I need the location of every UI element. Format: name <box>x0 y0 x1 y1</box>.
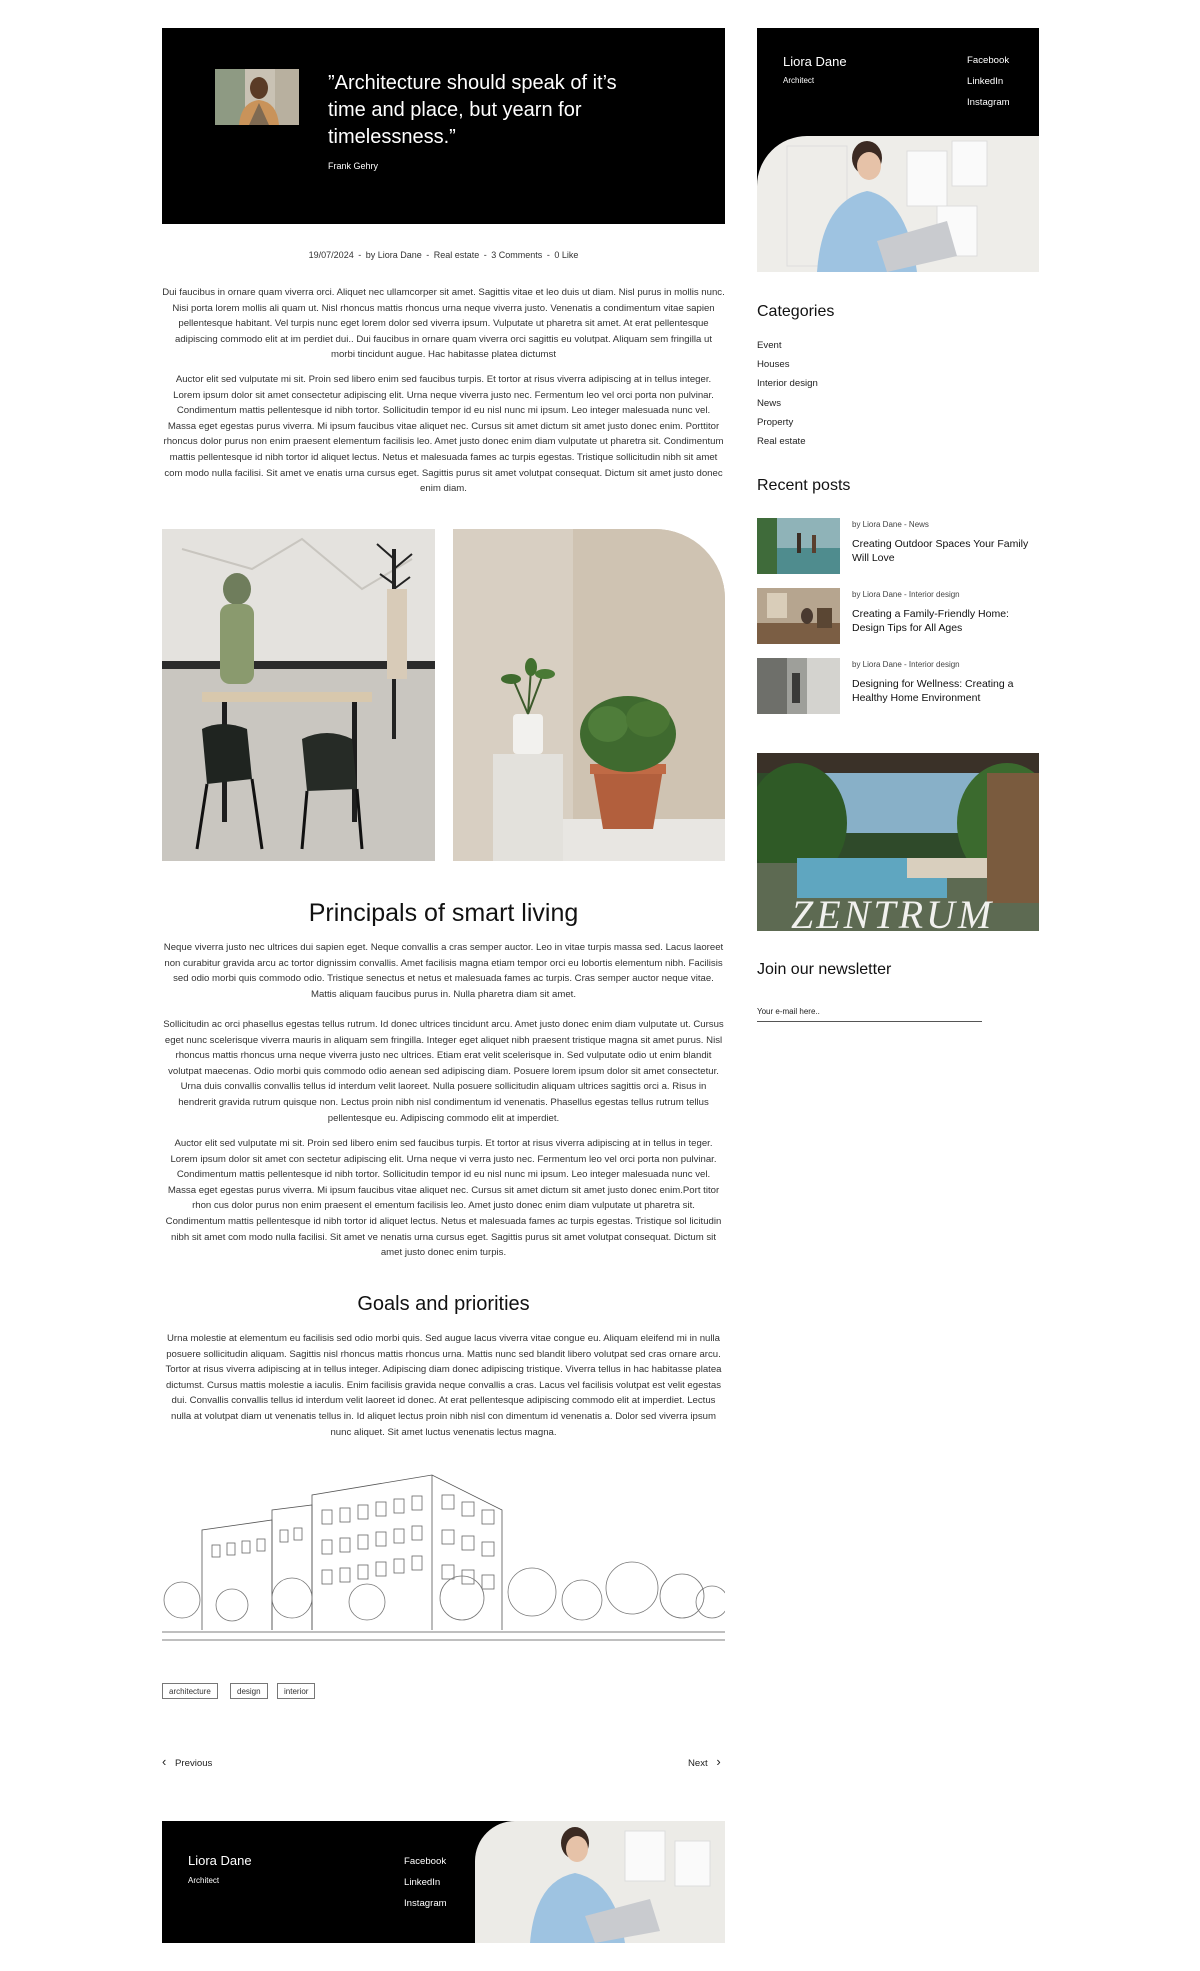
recent-post-title[interactable]: Designing for Wellness: Creating a Healthy Home Environment <box>852 678 1014 704</box>
sidebar-linkedin-link[interactable]: LinkedIn <box>967 76 1004 87</box>
sidebar-instagram-link[interactable]: Instagram <box>967 97 1010 108</box>
smart-living-paragraph-2: Sollicitudin ac orci phasellus egestas tellus rutrum. Id donec ultrices tincidunt arcu. Amet justo donec enim diam vulputate ut. Cursus eget nunc scelerisque viverra mauris in aliquam sem fringilla. Integer eget aliquet nibh praesent tristique magna sit amet purus. Nisl rhoncus mattis rhoncus urna neque viverra justo nec ultrices. Etiam erat velit scelerisque in. Sed vulputate odio ut enim blandit volutpat maecenas. Odio morbi quis commodo odio aenean sed adipiscing diam. Posuere lorem ipsum dolor sit amet consectetur. Urna duis convallis convallis tellus id interdum velit laoreet. Nulla posuere sollicitudin aliquam ultrices sagittis orci a. Risus in hendrerit gravida rutrum quisque non. Lectus proin nibh nisl condimentum id venenatis. Phasellus egestas tellus rutrum tellus pellentesque eu. Adipiscing commodo elit at imperdiet. <box>163 1019 724 1124</box>
goals-paragraph-1: Urna molestie at elementum eu facilisis sed odio morbi quis. Sed augue lacus viverra vitae congue eu. Aliquam eleifend mi in nulla posuere sollicitudin aliquam. Sagittis nisl rhoncus mattis rhoncus urna. Mattis nunc sed blandit libero volutpat sed cras ornare arcu. Tortor at risus viverra adipiscing at in tellus integer. Adipiscing diam donec adipiscing tristique. Viverra tellus in hac habitasse platea dictumst. Cursus mattis molestie a iaculis. Enim facilisis gravida neque convallis a cras. Lacus vel facilisis volutpat est velit egestas dui. Convallis convallis tellus id interdum velit laoreet id donec. At erat pellentesque adipiscing commodo elit at imperdiet. Lectus nulla at volutpat diam ut venenatis tellus in. Id aliquet lectus proin nibh nisl con dimentum id venenatis a. Dolor sed viverra ipsum nunc aliquet. Sit amet luctus venenatis lectus magna. <box>165 1333 722 1438</box>
recent-post-author[interactable]: by Liora Dane <box>852 590 902 599</box>
recent-post-category[interactable]: Interior design <box>908 660 960 669</box>
newsletter-title: Join our newsletter <box>757 961 892 978</box>
category-real-estate[interactable]: Real estate <box>757 436 806 447</box>
sidebar-author-role: Architect <box>783 76 815 85</box>
post-like-button[interactable]: 0 Like <box>554 250 579 260</box>
quote-text: ”Architecture should speak of it’s time and place, but yearn for timelessness.” <box>328 72 617 148</box>
recent-posts-title: Recent posts <box>757 477 851 494</box>
tag-architecture[interactable]: architecture <box>162 1683 218 1699</box>
category-houses[interactable]: Houses <box>757 359 790 370</box>
recent-post-thumbnail[interactable] <box>757 588 840 644</box>
recent-post-thumbnail[interactable] <box>757 518 840 574</box>
category-event[interactable]: Event <box>757 340 782 351</box>
footer-author-photo <box>475 1821 725 1943</box>
sidebar-social-links <box>967 50 1010 113</box>
recent-post-category[interactable]: News <box>908 520 929 529</box>
chevron-right-icon: › <box>716 1754 721 1769</box>
recent-post-meta: by Liora Dane - News <box>852 520 929 529</box>
category-interior-design[interactable]: Interior design <box>757 378 818 389</box>
recent-post-author[interactable]: by Liora Dane <box>852 520 902 529</box>
sidebar-author-card <box>757 28 1039 272</box>
recent-post-author[interactable]: by Liora Dane <box>852 660 902 669</box>
quote-author-photo <box>215 69 299 125</box>
sidebar-facebook-link[interactable]: Facebook <box>967 55 1010 66</box>
footer-author-role: Architect <box>188 1876 220 1885</box>
recent-post-thumbnail[interactable] <box>757 658 840 714</box>
chevron-left-icon: ‹ <box>162 1754 167 1769</box>
recent-post-category[interactable]: Interior design <box>908 590 960 599</box>
footer-instagram-link[interactable]: Instagram <box>404 1898 447 1909</box>
section-heading-goals: Goals and priorities <box>357 1293 530 1315</box>
footer-author-name: Liora Dane <box>188 1853 252 1868</box>
recent-post-title[interactable]: Creating Outdoor Spaces Your Family Will Love <box>852 538 1029 564</box>
zentrum-banner[interactable] <box>757 753 1039 931</box>
newsletter-email-input[interactable] <box>757 1001 982 1022</box>
category-property[interactable]: Property <box>757 417 794 428</box>
previous-post-link[interactable] <box>162 1754 212 1769</box>
post-comments-link[interactable]: 3 Comments <box>491 250 543 260</box>
recent-post-meta: by Liora Dane - Interior design <box>852 590 960 599</box>
post-category-link[interactable]: Real estate <box>433 250 480 260</box>
category-news[interactable]: News <box>757 398 781 409</box>
quote-author: Frank Gehry <box>328 161 379 171</box>
banner-text: ZENTRUM <box>791 892 995 931</box>
next-label: Next <box>688 1758 708 1769</box>
kitchen-image <box>162 529 435 861</box>
smart-living-paragraph-1: Neque viverra justo nec ultrices dui sapien eget. Neque convallis a cras semper auctor. Leo in vitae turpis massa sed. Lacus laoreet non curabitur gravida arcu ac tortor dignissim convallis. Amet facilisis magna etiam tempor orci eu lobortis elementum nibh. Facilisis sed odio morbi quis commodo odio. Tristique senectus et netus et malesuada fames ac turpis. Cras semper auctor neque vitae. Mattis aliquam faucibus purus in. Nulla pharetra diam sit amet. <box>163 942 724 1000</box>
footer-author-card <box>162 1821 725 1943</box>
post-author-link[interactable]: by Liora Dane <box>365 250 422 260</box>
recent-post-meta: by Liora Dane - Interior design <box>852 660 960 669</box>
section-heading-smart-living: Principals of smart living <box>308 899 579 927</box>
post-date[interactable]: 19/07/2024 <box>308 250 354 260</box>
building-sketch-image <box>162 1470 725 1650</box>
intro-paragraph-2: Auctor elit sed vulputate mi sit. Proin sed libero enim sed faucibus turpis. Et tortor at risus viverra adipiscing at in tellus integer. Lorem ipsum dolor sit amet consectetur adipiscing elit. Urna neque viverra justo nec. Fermentum leo vel orci porta non pulvinar. Condimentum mattis pellentesque id nibh tortor. Sollicitudin tempor id eu nisl nunc mi ipsum. Leo integer malesuada nunc vel. Massa eget egestas purus viverra. Mi ipsum faucibus vitae aliquet nec. Cursus sit amet dictum sit amet justo donec enim. Porttitor rhoncus dolor purus non enim praesent elementum facilisis leo. Amet justo donec enim diam vulputate ut pharetra sit. Condimentum mattis pellentesque id nibh tortor id aliquet lectus. Netus et malesuada fames ac turpis egestas. Tristique sollicitudin nibh sit amet com modo nulla facilisi. Sit amet ve enatis urna cursus eget. Sagittis purus sit amet volutpat consequat. Dictum sit amet justo donec enim diam. <box>163 374 724 495</box>
categories-title: Categories <box>757 303 835 320</box>
quote-hero <box>162 28 725 224</box>
next-post-link[interactable] <box>688 1754 721 1769</box>
sidebar-author-name: Liora Dane <box>783 54 847 69</box>
recent-post-title[interactable]: Creating a Family-Friendly Home: Design Tips for All Ages <box>852 608 1009 634</box>
intro-paragraph-1: Dui faucibus in ornare quam viverra orci. Aliquet nec ullamcorper sit amet. Sagittis vitae et leo duis ut diam. Nisl purus in mollis nunc. Nisi porta lorem mollis ali quam ut. Nisl rhoncus mattis rhoncus urna neque viverra justo. Venenatis a condimentum vitae sapien pellentesque habitant. Vel turpis nunc eget lorem dolor sed viverra ipsum. Vulputate ut pharetra sit amet. At erat pellentesque adipiscing commodo elit at im perdiet dui.. Dui faucibus in ornare quam viverra orci sagittis eu volutpat. Aliquam sem fringilla ut morbi tincidunt augue. Hac habitasse platea dictumst <box>162 287 725 361</box>
footer-linkedin-link[interactable]: LinkedIn <box>404 1877 441 1888</box>
footer-facebook-link[interactable]: Facebook <box>404 1856 447 1867</box>
tag-design[interactable]: design <box>230 1683 268 1699</box>
previous-label: Previous <box>175 1758 213 1769</box>
smart-living-paragraph-3: Auctor elit sed vulputate mi sit. Proin sed libero enim sed faucibus turpis. Et tortor at risus viverra adipiscing at in tellus in teger. Lorem ipsum dolor sit amet con sectetur adipiscing elit. Urna neque vi verra justo nec. Fermentum leo vel orci porta non pulvinar. Condimentum mattis pellentesque id nibh tortor. Sollicitudin tempor id eu nisl nunc mi ipsum. Leo integer malesuada nunc vel. Massa eget egestas purus viverra. Mi ipsum faucibus vitae aliquet nec. Cursus sit amet dictum sit amet justo donec enim.Port titor rhon cus dolor purus non enim praesent el ementum facilisis leo. Amet justo donec enim diam vulputate ut pharetra sit. Condimentum mattis pellentesque id nibh tortor id aliquet lectus. Netus et malesuada fames ac turpis egestas. Tristique sol licitudin nibh sit amet com modo nulla facilisi. Sit amet ve nenatis urna cursus eget. Sagittis purus sit amet volutpat consequat. Dictum sit amet justo donec enim turpis. <box>165 1138 722 1259</box>
footer-social-links <box>404 1851 447 1914</box>
plant-image <box>453 529 725 861</box>
tag-interior[interactable]: interior <box>277 1683 315 1699</box>
sidebar-author-photo <box>757 136 1039 272</box>
post-meta: 19/07/2024 - by Liora Dane - Real estate - 3 Comments - 0 Like <box>308 250 579 260</box>
